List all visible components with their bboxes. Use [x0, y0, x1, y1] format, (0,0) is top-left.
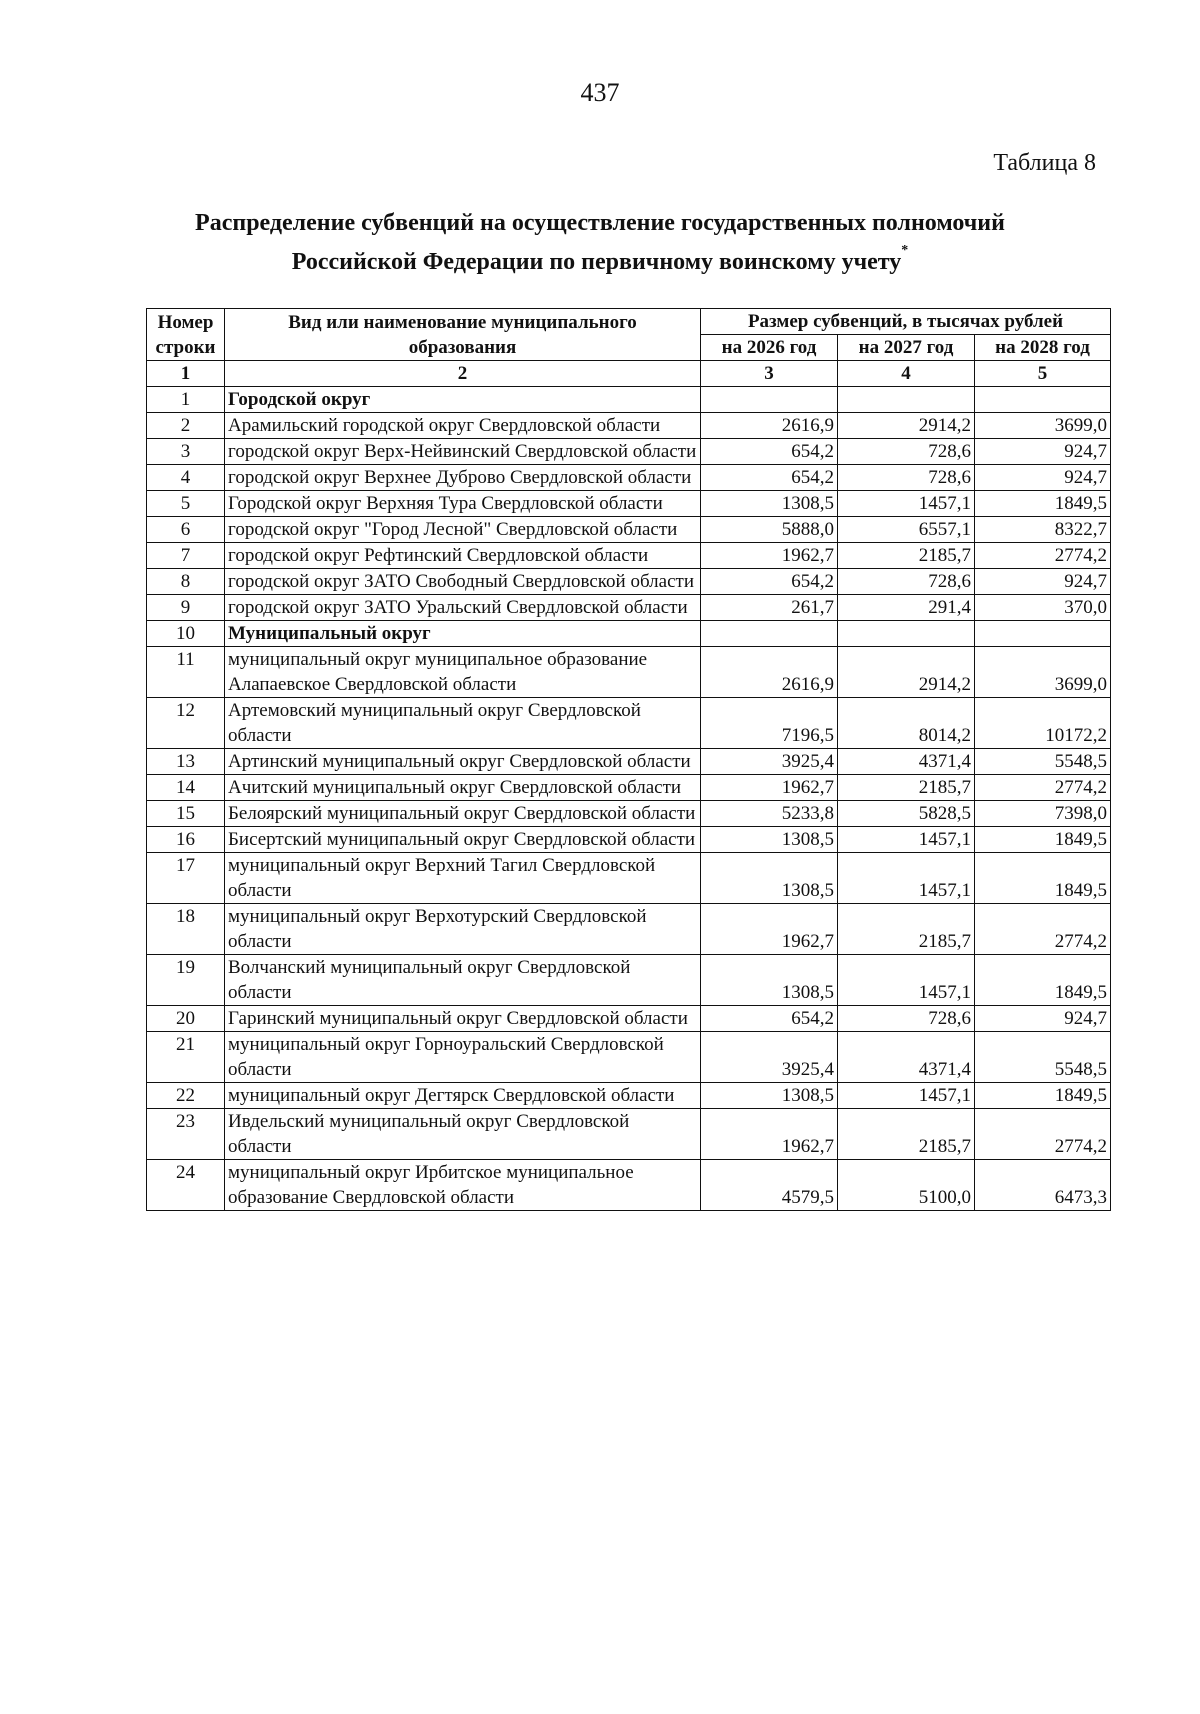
amount-2027-cell: 5100,0	[838, 1160, 975, 1211]
amount-2026-cell	[701, 387, 838, 413]
amount-2028-cell: 2774,2	[975, 904, 1111, 955]
row-number-cell: 6	[147, 517, 225, 543]
amount-2026-cell: 1962,7	[701, 1109, 838, 1160]
column-number-row	[147, 361, 1111, 387]
amount-2027-cell: 4371,4	[838, 1032, 975, 1083]
table-row	[147, 569, 1111, 595]
row-number-cell: 9	[147, 595, 225, 621]
table-row	[147, 955, 1111, 1006]
table-row	[147, 413, 1111, 439]
table-row	[147, 1160, 1111, 1211]
header-year-2027: на 2027 год	[838, 335, 975, 361]
amount-2028-cell: 10172,2	[975, 698, 1111, 749]
amount-2026-cell: 654,2	[701, 465, 838, 491]
section-row	[147, 387, 1111, 413]
municipality-name-cell: городской округ ЗАТО Уральский Свердловской области	[225, 595, 701, 621]
header-num-line2: строки	[155, 336, 216, 358]
table-row	[147, 517, 1111, 543]
amount-2028-cell: 924,7	[975, 1006, 1111, 1032]
amount-2027-cell: 2185,7	[838, 904, 975, 955]
amount-2027-cell: 2185,7	[838, 1109, 975, 1160]
row-number-cell: 3	[147, 439, 225, 465]
municipality-name-cell: муниципальный округ Верхотурский Свердловской области	[225, 904, 701, 955]
header-name-line1: Вид или наименование муниципального	[288, 311, 637, 333]
amount-2028-cell: 1849,5	[975, 955, 1111, 1006]
col-number-1: 1	[147, 361, 225, 387]
amount-2026-cell: 1308,5	[701, 1083, 838, 1109]
amount-2026-cell: 654,2	[701, 439, 838, 465]
amount-2028-cell: 2774,2	[975, 1109, 1111, 1160]
row-number-cell: 20	[147, 1006, 225, 1032]
municipality-name-cell: муниципальный округ Ирбитское муниципальное образование Свердловской области	[225, 1160, 701, 1211]
municipality-name-cell: Артемовский муниципальный округ Свердловской области	[225, 698, 701, 749]
amount-2027-cell: 1457,1	[838, 827, 975, 853]
row-number-cell: 18	[147, 904, 225, 955]
table-header	[147, 309, 1111, 387]
row-number-cell: 15	[147, 801, 225, 827]
amount-2026-cell: 1962,7	[701, 904, 838, 955]
amount-2028-cell: 924,7	[975, 569, 1111, 595]
document-title	[100, 206, 1100, 279]
table-label: Таблица 8	[993, 150, 1096, 176]
municipality-name-cell: городской округ "Город Лесной" Свердловской области	[225, 517, 701, 543]
table-row	[147, 439, 1111, 465]
amount-2028-cell: 6473,3	[975, 1160, 1111, 1211]
amount-2027-cell	[838, 387, 975, 413]
municipality-name-cell: Ачитский муниципальный округ Свердловской области	[225, 775, 701, 801]
municipality-name-cell: муниципальный округ Верхний Тагил Свердловской области	[225, 853, 701, 904]
row-number-cell: 17	[147, 853, 225, 904]
col-number-4: 4	[838, 361, 975, 387]
amount-2028-cell: 3699,0	[975, 647, 1111, 698]
row-number-cell: 16	[147, 827, 225, 853]
municipality-name-cell: муниципальный округ Дегтярск Свердловской области	[225, 1083, 701, 1109]
subventions-table	[146, 308, 1111, 1211]
amount-2028-cell: 1849,5	[975, 853, 1111, 904]
row-number-cell: 13	[147, 749, 225, 775]
table-row	[147, 595, 1111, 621]
header-num-line1: Номер	[157, 311, 214, 333]
amount-2026-cell: 1308,5	[701, 827, 838, 853]
amount-2026-cell	[701, 621, 838, 647]
row-number-cell: 24	[147, 1160, 225, 1211]
amount-2026-cell: 4579,5	[701, 1160, 838, 1211]
table-row	[147, 1032, 1111, 1083]
table-body	[147, 387, 1111, 1211]
amount-2027-cell: 728,6	[838, 465, 975, 491]
row-number-cell: 8	[147, 569, 225, 595]
amount-2028-cell: 924,7	[975, 439, 1111, 465]
amount-2027-cell	[838, 621, 975, 647]
amount-2028-cell: 5548,5	[975, 1032, 1111, 1083]
table-row	[147, 647, 1111, 698]
amount-2026-cell: 1308,5	[701, 853, 838, 904]
amount-2028-cell: 1849,5	[975, 1083, 1111, 1109]
municipality-name-cell: Гаринский муниципальный округ Свердловской области	[225, 1006, 701, 1032]
table-row	[147, 775, 1111, 801]
row-number-cell: 21	[147, 1032, 225, 1083]
municipality-name-cell: Волчанский муниципальный округ Свердловской области	[225, 955, 701, 1006]
row-number-cell: 12	[147, 698, 225, 749]
amount-2027-cell: 728,6	[838, 1006, 975, 1032]
amount-2028-cell: 3699,0	[975, 413, 1111, 439]
amount-2027-cell: 5828,5	[838, 801, 975, 827]
municipality-name-cell: Артинский муниципальный округ Свердловской области	[225, 749, 701, 775]
row-number-cell: 1	[147, 387, 225, 413]
municipality-name-cell: городской округ Верхнее Дуброво Свердловской области	[225, 465, 701, 491]
table-row	[147, 904, 1111, 955]
header-name	[225, 309, 701, 361]
table-row	[147, 1006, 1111, 1032]
table-row	[147, 491, 1111, 517]
municipality-name-cell: Городской округ Верхняя Тура Свердловской области	[225, 491, 701, 517]
row-number-cell: 10	[147, 621, 225, 647]
row-number-cell: 11	[147, 647, 225, 698]
amount-2026-cell: 5233,8	[701, 801, 838, 827]
page-number: 437	[580, 78, 620, 107]
title-line-2	[100, 240, 1100, 279]
amount-2028-cell: 924,7	[975, 465, 1111, 491]
amount-2026-cell: 1308,5	[701, 955, 838, 1006]
table-row	[147, 465, 1111, 491]
row-number-cell: 5	[147, 491, 225, 517]
title-line-2-text: Российской Федерации по первичному воинскому учету	[291, 249, 902, 275]
amount-2026-cell: 3925,4	[701, 749, 838, 775]
amount-2026-cell: 2616,9	[701, 647, 838, 698]
row-number-cell: 23	[147, 1109, 225, 1160]
header-row-number	[147, 309, 225, 361]
header-row-1	[147, 309, 1111, 335]
row-number-cell: 22	[147, 1083, 225, 1109]
amount-2027-cell: 2914,2	[838, 413, 975, 439]
amount-2027-cell: 2185,7	[838, 543, 975, 569]
amount-2028-cell: 2774,2	[975, 543, 1111, 569]
municipality-name-cell: Городской округ	[225, 387, 701, 413]
amount-2026-cell: 3925,4	[701, 1032, 838, 1083]
amount-2026-cell: 2616,9	[701, 413, 838, 439]
table-row	[147, 801, 1111, 827]
amount-2026-cell: 1962,7	[701, 775, 838, 801]
amount-2026-cell: 7196,5	[701, 698, 838, 749]
table-row	[147, 698, 1111, 749]
amount-2027-cell: 1457,1	[838, 853, 975, 904]
amount-2028-cell: 5548,5	[975, 749, 1111, 775]
header-name-line2: образования	[408, 336, 517, 358]
table-row	[147, 749, 1111, 775]
table-row	[147, 853, 1111, 904]
amount-2027-cell: 1457,1	[838, 955, 975, 1006]
amount-2028-cell: 8322,7	[975, 517, 1111, 543]
title-line-1: Распределение субвенций на осуществление государственных полномочий	[195, 210, 1005, 236]
col-number-5: 5	[975, 361, 1111, 387]
amount-2028-cell	[975, 621, 1111, 647]
header-year-2026: на 2026 год	[701, 335, 838, 361]
municipality-name-cell: Муниципальный округ	[225, 621, 701, 647]
municipality-name-cell: городской округ Рефтинский Свердловской области	[225, 543, 701, 569]
amount-2027-cell: 1457,1	[838, 491, 975, 517]
amount-2027-cell: 8014,2	[838, 698, 975, 749]
amount-2028-cell: 370,0	[975, 595, 1111, 621]
municipality-name-cell: муниципальный округ муниципальное образование Алапаевское Свердловской области	[225, 647, 701, 698]
footnote-mark: *	[901, 243, 909, 258]
amount-2028-cell: 1849,5	[975, 827, 1111, 853]
amount-2026-cell: 261,7	[701, 595, 838, 621]
row-number-cell: 2	[147, 413, 225, 439]
row-number-cell: 14	[147, 775, 225, 801]
municipality-name-cell: Ивдельский муниципальный округ Свердловской области	[225, 1109, 701, 1160]
amount-2026-cell: 5888,0	[701, 517, 838, 543]
col-number-2: 2	[225, 361, 701, 387]
municipality-name-cell: муниципальный округ Горноуральский Свердловской области	[225, 1032, 701, 1083]
amount-2028-cell: 7398,0	[975, 801, 1111, 827]
amount-2027-cell: 2185,7	[838, 775, 975, 801]
amount-2026-cell: 1962,7	[701, 543, 838, 569]
table-row	[147, 543, 1111, 569]
amount-2027-cell: 2914,2	[838, 647, 975, 698]
table-row	[147, 827, 1111, 853]
amount-2028-cell: 2774,2	[975, 775, 1111, 801]
amount-2027-cell: 1457,1	[838, 1083, 975, 1109]
municipality-name-cell: городской округ Верх-Нейвинский Свердловской области	[225, 439, 701, 465]
municipality-name-cell: городской округ ЗАТО Свободный Свердловской области	[225, 569, 701, 595]
municipality-name-cell: Белоярский муниципальный округ Свердловской области	[225, 801, 701, 827]
amount-2026-cell: 654,2	[701, 569, 838, 595]
amount-2027-cell: 728,6	[838, 569, 975, 595]
header-year-2028: на 2028 год	[975, 335, 1111, 361]
amount-2026-cell: 654,2	[701, 1006, 838, 1032]
amount-2027-cell: 728,6	[838, 439, 975, 465]
amount-2028-cell: 1849,5	[975, 491, 1111, 517]
table-row	[147, 1083, 1111, 1109]
col-number-3: 3	[701, 361, 838, 387]
table-row	[147, 1109, 1111, 1160]
amount-2028-cell	[975, 387, 1111, 413]
section-row	[147, 621, 1111, 647]
row-number-cell: 7	[147, 543, 225, 569]
amount-2027-cell: 291,4	[838, 595, 975, 621]
header-amount-group: Размер субвенций, в тысячах рублей	[701, 309, 1111, 335]
row-number-cell: 4	[147, 465, 225, 491]
amount-2027-cell: 4371,4	[838, 749, 975, 775]
municipality-name-cell: Бисертский муниципальный округ Свердловской области	[225, 827, 701, 853]
amount-2026-cell: 1308,5	[701, 491, 838, 517]
amount-2027-cell: 6557,1	[838, 517, 975, 543]
municipality-name-cell: Арамильский городской округ Свердловской области	[225, 413, 701, 439]
row-number-cell: 19	[147, 955, 225, 1006]
